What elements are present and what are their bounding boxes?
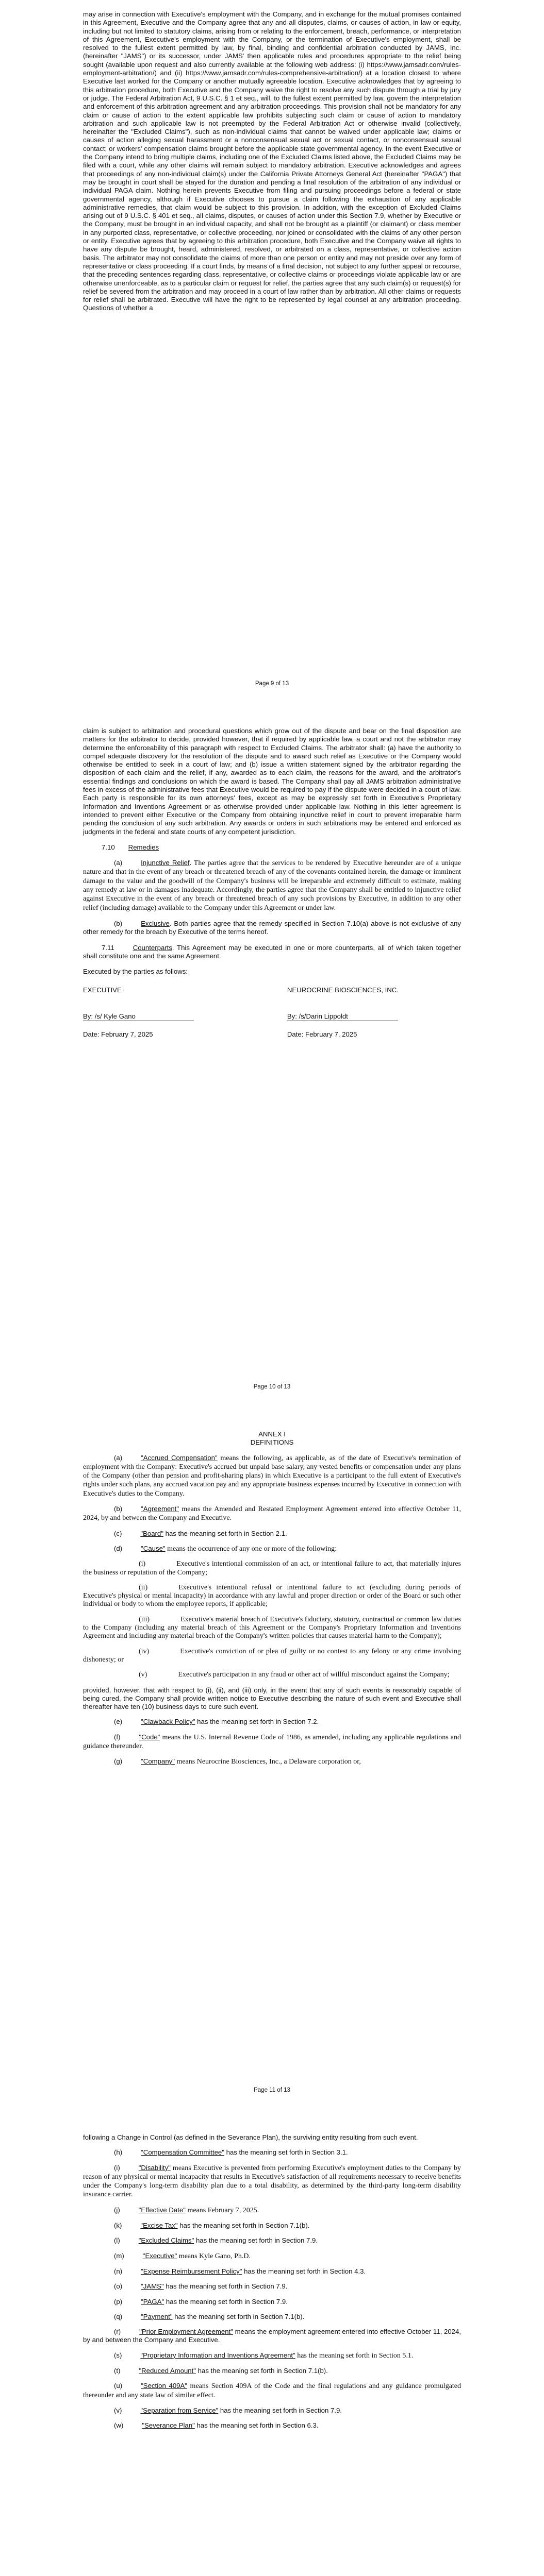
section-7-11: 7.11 Counterparts. This Agreement may be executed in one or more counterparts, all of which taken together shall constitute one and the same Agreement.	[83, 943, 461, 960]
definition-accrued-compensation: (a) "Accrued Compensation" means the following, as applicable, as of the date of Executive's termination of employment with the Company: Executive's accrued but unpaid base salary, any vested benefits or compensation under any plans of the Company (other than pension and profit-sharing plans) in which Executive is a participant to the full extent of Executive's rights under such plans, any accrued vacation pay and any appropriate business expenses incurred by Executive in connection with Executive's duties to the Company.	[83, 1453, 461, 1498]
page-footer: Page 11 of 13	[254, 2087, 290, 2093]
page-footer: Page 10 of 13	[253, 1383, 291, 1390]
definition-item: (q) "Payment" has the meaning set forth in Section 7.1(b).	[114, 2312, 305, 2320]
party-company: NEUROCRINE BIOSCIENCES, INC.	[287, 986, 399, 994]
definitions-title: DEFINITIONS	[250, 1438, 294, 1447]
party-executive: EXECUTIVE	[83, 986, 122, 994]
definition-code: (f) "Code" means the U.S. Internal Revenue Code of 1986, as amended, including any applicable regulations and guidance thereunder.	[83, 1733, 461, 1751]
definition-item: (n) "Expense Reimbursement Policy" has the meaning set forth in Section 4.3.	[114, 2267, 366, 2275]
page-10	[0, 703, 544, 1406]
page-11	[0, 1406, 544, 2110]
definition-item: (o) "JAMS" has the meaning set forth in Section 7.9.	[114, 2282, 288, 2291]
company-signature-date: Date: February 7, 2025	[287, 1030, 357, 1039]
page-footer: Page 9 of 13	[255, 680, 289, 687]
cause-item-iii: (iii) Executive's material breach of Executive's fiduciary, statutory, contractual or common law duties to the Company (including any material breach of this Agreement or the Company's Proprietary Information and Inventions Agreement and including any material breach of the Company's written policies that causes material harm to the Company);	[83, 1615, 461, 1640]
definition-proprietary-information-agreement: (s) "Proprietary Information and Inventions Agreement" has the meaning set forth in Section 5.1.	[114, 2351, 414, 2360]
definition-disability: (i) "Disability" means Executive is prevented from performing Executive's employment duties to the Company by reason of any physical or mental incapacity that results in Executive's satisfaction of all requirements necessary to receive benefits under the Company's long-term disability plan due to a total disability, as determined by the third-party long-term disability insurance carrier.	[83, 2163, 461, 2199]
definition-clawback-policy: (e) "Clawback Policy" has the meaning set forth in Section 7.2.	[114, 1718, 319, 1726]
page-12	[0, 2110, 544, 2576]
definition-item: (j) "Effective Date" means February 7, 2025.	[114, 2206, 259, 2214]
counterparts-title: Counterparts	[133, 943, 172, 952]
executive-signature: By: /s/ Kyle Gano	[83, 1012, 194, 1021]
signature-dates	[83, 1030, 461, 1039]
definition-item: (m) "Executive" means Kyle Gano, Ph.D.	[114, 2251, 251, 2260]
definition-agreement: (b) "Agreement" means the Amended and Restated Employment Agreement entered into effective October 11, 2024, by and between the Company and Executive.	[83, 1505, 461, 1522]
cause-item-i: (i) Executive's intentional commission of an act, or intentional failure to act, that materially injures the business or reputation of the Company;	[83, 1560, 461, 1577]
executed-statement: Executed by the parties as follows:	[83, 968, 188, 976]
arbitration-paragraph: may arise in connection with Executive's employment with the Company, and in exchange for the mutual promises contained in this Agreement, Executive and the Company agree that any and all disputes, claims, or causes of action, in law or equity, including but not limited to statutory claims, arising from or relating to the enforcement, breach, performance, or interpretation of this Agreement, Executive's employment with the Company, or the termination of Executive's employment, shall be resolved to the fullest extent permitted by law, by final, binding and confidential arbitration conducted by JAMS, Inc. (hereinafter "JAMS") or its successor, under JAMS' then applicable rules and procedures appropriate to the relief being sought (available upon request and also currently available at the following web address: (i) https://www.jamsadr.com/rules-employment-arbitration/) and (ii) https://www.jamsadr.com/rules-comprehensive-arbitration/) at a location closest to where Executive last worked for the Company or another mutually agreeable location. Executive acknowledges that by agreeing to this arbitration procedure, both Executive and the Company waive the right to resolve any such dispute through a trial by jury or judge. The Federal Arbitration Act, 9 U.S.C. § 1 et seq., will, to the fullest extent permitted by law, govern the interpretation and enforcement of this arbitration agreement and any arbitration proceedings. This provision shall not be mandatory for any claim or cause of action to the extent applicable law prohibits subjecting such claim or cause of action to mandatory arbitration and such applicable law is not preempted by the Federal Arbitration Act or otherwise invalid (collectively, hereinafter the "Excluded Claims"), such as non-individual claims that cannot be waived under applicable law; claims or causes of action alleging sexual harassment or a nonconsensual sexual act or sexual contact, or nonconsensual sexual contact; or workers' compensation claims brought before the applicable state governmental agency. In the event Executive or the Company intend to bring multiple claims, including one of the Excluded Claims listed above, the Excluded Claims may be filed with a court, while any other claims will remain subject to mandatory arbitration. Executive acknowledges and agrees that proceedings of any non-individual claim(s) under the California Private Attorneys General Act (hereinafter "PAGA") that may be brought in court shall be stayed for the duration and pending a final resolution of the arbitration of any individual or individual PAGA claim. Nothing herein prevents Executive from filing and pursuing proceedings before a federal or state governmental agency, although if Executive chooses to pursue a claim following the exhaustion of any applicable administrative remedies, that claim would be subject to this provision. In addition, with the exception of Excluded Claims arising out of 9 U.S.C. § 401 et seq., all claims, disputes, or causes of action under this Section 7.9, whether by Executive or the Company, must be brought in an individual capacity, and shall not be brought as a plaintiff (or claimant) or class member in any purported class, representative, or collective proceeding, nor joined or consolidated with the claims of any other person or entity. Executive agrees that by agreeing to this arbitration procedure, both Executive and the Company waive all rights to have any dispute be brought, heard, administered, resolved, or arbitrated on a class, representative, or collective action basis. The arbitrator may not consolidate the claims of more than one person or entity and may not preside over any form of representative or class proceeding. If a court finds, by means of a final decision, not subject to any further appeal or recourse, that the preceding sentences regarding class, representative, or collective claims or proceedings violate applicable law or are otherwise unenforceable, as to a particular claim or request for relief, the parties agree that any such claim(s) or request(s) for relief be severed from the arbitration and may proceed in a court of law rather than by arbitration. All other claims or requests for relief shall be arbitrated. Executive will have the right to be represented by legal counsel at any arbitration proceeding. Questions of whether a	[83, 10, 461, 312]
cause-item-iv: (iv) Executive's conviction of or plea of guilty or no contest to any felony or any crime involving dishonesty; or	[83, 1647, 461, 1664]
definition-item: (p) "PAGA" has the meaning set forth in Section 7.9.	[114, 2297, 288, 2306]
injunctive-relief-title: Injunctive Relief	[141, 859, 190, 867]
definition-section-409a: (u) "Section 409A" means Section 409A of the Code and the final regulations and any guidance promulgated thereunder and any state law of similar effect.	[83, 2382, 461, 2399]
definition-separation-from-service: (v) "Separation from Service" has the meaning set forth in Section 7.9.	[114, 2406, 342, 2414]
cause-item-ii: (ii) Executive's intentional refusal or intentional failure to act (excluding during periods of Executive's physical or mental incapacity) in accordance with any lawful and proper direction or order of the Board or such other individual or body to whom the employee reports, if applicable;	[83, 1583, 461, 1608]
section-7-10-heading: 7.10 Remedies	[102, 843, 159, 851]
definition-cause: (d) "Cause" means the occurrence of any one or more of the following:	[114, 1544, 337, 1553]
page-9	[0, 0, 544, 703]
cause-proviso: provided, however, that with respect to (i), (ii), and (iii) only, in the event that any of such events is reasonably capable of being cured, the Company shall provide written notice to Executive describing the nature of such event and Executive shall thereafter have ten (10) business days to cure such event.	[83, 1686, 461, 1711]
signature-parties	[83, 986, 461, 994]
definition-item: (l) "Excluded Claims" has the meaning set forth in Section 7.9.	[114, 2236, 318, 2245]
definition-severance-plan: (w) "Severance Plan" has the meaning set forth in Section 6.3.	[114, 2421, 319, 2430]
executive-signature-date: Date: February 7, 2025	[83, 1030, 153, 1039]
arbitration-continued-paragraph: claim is subject to arbitration and procedural questions which grow out of the dispute and bear on the final disposition are matters for the arbitrator to decide, provided however, that if required by applicable law, a court and not the arbitrator may determine the enforceability of this paragraph with respect to Excluded Claims. The arbitrator shall: (a) have the authority to compel adequate discovery for the resolution of the dispute and to award such relief as Executive or the Company would otherwise be entitled to seek in a court of law; and (b) issue a written statement signed by the arbitrator regarding the disposition of each claim and the relief, if any, awarded as to each claim, the reasons for the award, and the arbitrator's essential findings and conclusions on which the award is based. The Company shall pay all JAMS arbitration administrative fees in excess of the administrative fees that Executive would be required to pay if the dispute were decided in a court of law. Each party is responsible for its own attorneys' fees, except as may be expressly set forth in Executive's Proprietary Information and Inventions Agreement or as otherwise provided under applicable law. Nothing in this letter agreement is intended to prevent either Executive or the Company from obtaining injunctive relief in court to prevent irreparable harm pending the conclusion of any such arbitration. Any awards or orders in such arbitrations may be entered and enforced as judgments in the federal and state courts of any competent jurisdiction.	[83, 727, 461, 836]
exclusive-title: Exclusive	[141, 919, 170, 927]
company-definition-continued: following a Change in Control (as defined in the Severance Plan), the surviving entity resulting from such event.	[83, 2133, 418, 2141]
company-signature: By: /s/Darin Lippoldt	[287, 1012, 398, 1021]
definition-prior-employment-agreement: (r) "Prior Employment Agreement" means the employment agreement entered into effective October 11, 2024, by and between the Company and Executive.	[83, 2328, 461, 2344]
section-7-10-title: Remedies	[128, 843, 159, 851]
definition-compensation-committee: (h) "Compensation Committee" has the meaning set forth in Section 3.1.	[114, 2148, 348, 2157]
definition-company: (g) "Company" means Neurocrine Biosciences, Inc., a Delaware corporation or,	[114, 1757, 361, 1766]
section-7-10-b: (b) Exclusive. Both parties agree that the remedy specified in Section 7.10(a) above is not exclusive of any other remedy for the breach by Executive of the terms hereof.	[83, 919, 461, 936]
cause-item-v: (v) Executive's participation in any fraud or other act of willful misconduct against the Company;	[139, 1671, 450, 1679]
definition-reduced-amount: (t) "Reduced Amount" has the meaning set forth in Section 7.1(b).	[114, 2367, 328, 2375]
section-7-10-a: (a) Injunctive Relief. The parties agree that the services to be rendered by Executive hereunder are of a unique nature and that in the event of any breach or threatened breach of any of the covenants contained herein, the damage or imminent damage to the value and the goodwill of the Company's business will be irreparable and extremely difficult to estimate, making any remedy at law or in damages inadequate. Accordingly, the parties agree that the Company shall be entitled to injunctive relief against Executive in the event of any breach or threatened breach of any such provisions by Executive, in addition to any other relief (including damage) available to the Company under this Agreement or under law.	[83, 859, 461, 912]
definition-board: (c) "Board" has the meaning set forth in Section 2.1.	[114, 1529, 287, 1537]
signature-lines	[83, 1012, 461, 1021]
annex-title: ANNEX I	[258, 1430, 286, 1438]
definition-item: (k) "Excise Tax" has the meaning set forth in Section 7.1(b).	[114, 2222, 310, 2230]
